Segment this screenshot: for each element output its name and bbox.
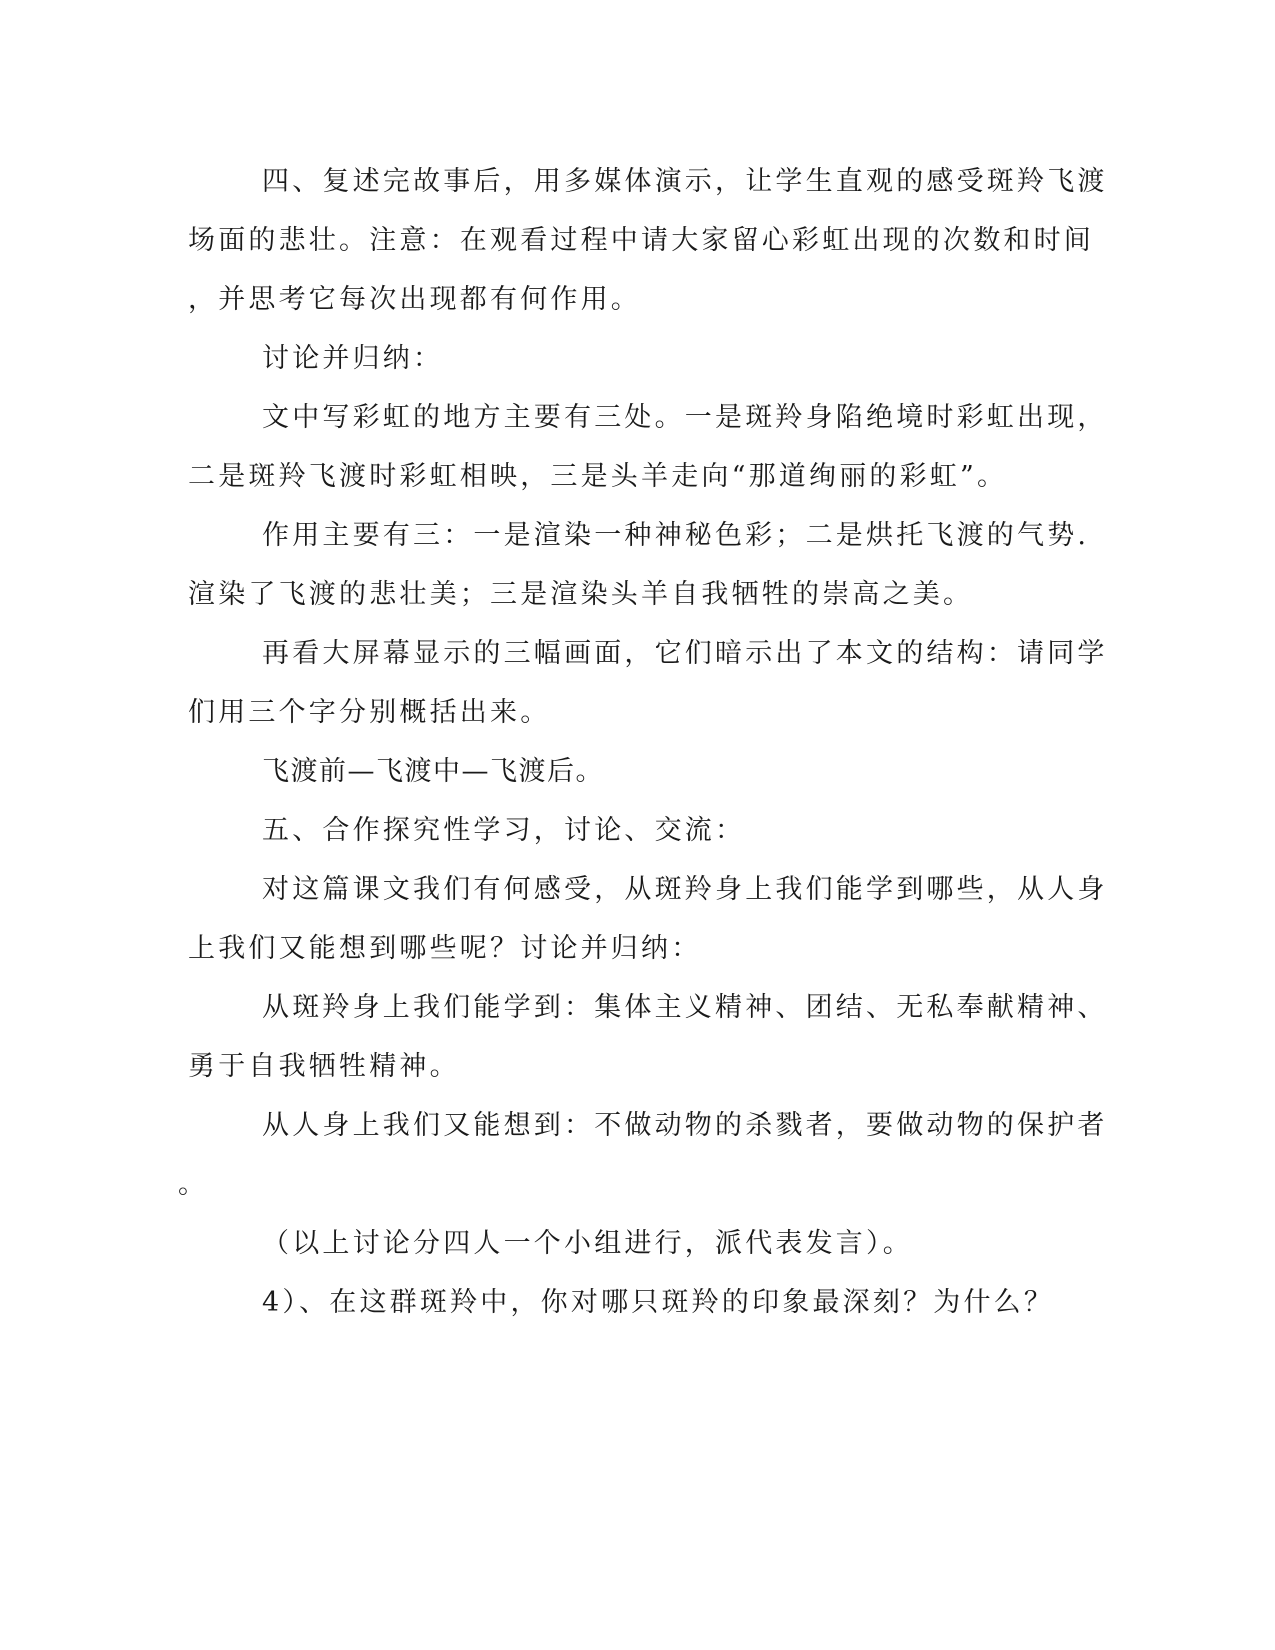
text-line: 渲染了飞渡的悲壮美；三是渲染头羊自我牺牲的崇高之美。 — [188, 579, 974, 610]
text-line: 勇于自我牺牲精神。 — [188, 1051, 460, 1082]
text-line: 二是斑羚飞渡时彩虹相映，三是头羊走向“那道绚丽的彩虹”。 — [188, 461, 1008, 492]
text-line: 从人身上我们又能想到：不做动物的杀戮者，要做动物的保护者 — [262, 1110, 1108, 1141]
text-line: 们用三个字分别概括出来。 — [188, 697, 551, 728]
text-line: ，并思考它每次出现都有何作用。 — [188, 284, 641, 315]
text-line: 飞渡前—飞渡中—飞渡后。 — [262, 756, 604, 787]
text-line: 4）、在这群斑羚中，你对哪只斑羚的印象最深刻？为什么？ — [262, 1287, 1055, 1318]
text-line: 对这篇课文我们有何感受，从斑羚身上我们能学到哪些，从人身 — [262, 874, 1108, 905]
text-line: 场面的悲壮。注意：在观看过程中请大家留心彩虹出现的次数和时间 — [188, 225, 1094, 256]
text-line: 从斑羚身上我们能学到：集体主义精神、团结、无私奉献精神、 — [262, 992, 1108, 1023]
text-line: 文中写彩虹的地方主要有三处。一是斑羚身陷绝境时彩虹出现， — [262, 402, 1108, 433]
text-line: 四、复述完故事后，用多媒体演示，让学生直观的感受斑羚飞渡 — [262, 166, 1108, 197]
text-line: 讨论并归纳： — [262, 343, 444, 374]
text-line: 再看大屏幕显示的三幅画面，它们暗示出了本文的结构：请同学 — [262, 638, 1108, 669]
text-line: 上我们又能想到哪些呢？讨论并归纳： — [188, 933, 702, 964]
text-line: （以上讨论分四人一个小组进行，派代表发言）。 — [262, 1228, 913, 1259]
text-line: 作用主要有三：一是渲染一种神秘色彩；二是烘托飞渡的气势. — [262, 520, 1090, 551]
text-line: 。 — [178, 1169, 209, 1200]
text-line: 五、合作探究性学习，讨论、交流： — [262, 815, 746, 846]
